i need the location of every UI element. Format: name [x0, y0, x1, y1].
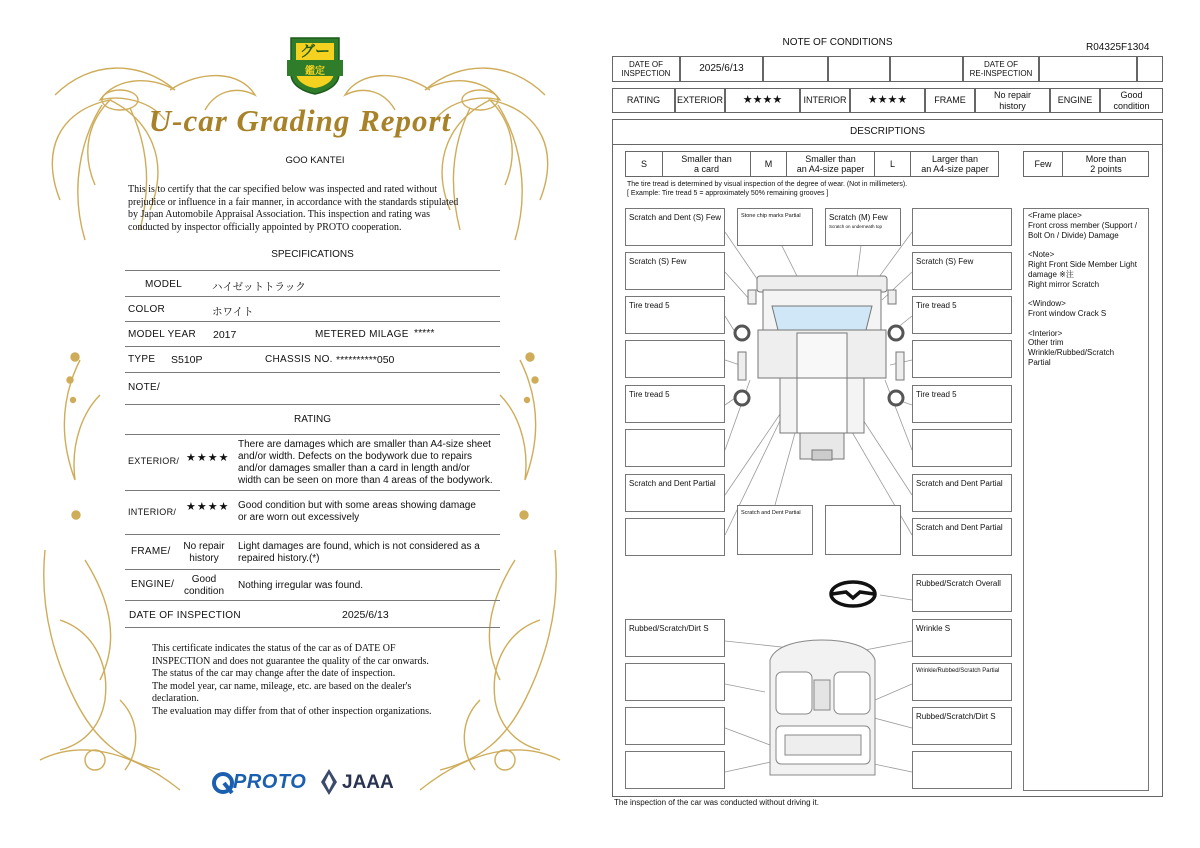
note-line: Front window Crack S: [1028, 308, 1107, 318]
proto-logo-text: PROTO: [233, 771, 307, 793]
interior-text: Rubbed/Scratch/Dirt S: [629, 624, 709, 633]
damage-text: Tire tread 5: [629, 390, 670, 399]
legend-line: a card: [693, 164, 719, 174]
exterior-desc-line: width can be seen on more than 4 areas of the bodywork.: [238, 475, 493, 486]
frame-desc-line: repaired history.(*): [238, 553, 320, 564]
interior-text: Wrinkle/Rubbed/Scratch Partial: [916, 668, 1000, 674]
tread-note-line: [ Example: Tire tread 5 = approximately 50% remaining grooves ]: [627, 190, 829, 197]
model-value: ハイゼットトラック: [212, 281, 306, 293]
legend-line: Larger than: [931, 153, 979, 164]
divider: [125, 321, 500, 322]
note-line: Right Front Side Member Light: [1028, 259, 1137, 269]
interior-desc-line: Good condition but with some areas showing damage: [238, 500, 476, 511]
note-line: <Interior>: [1028, 328, 1063, 338]
divider: [125, 270, 500, 271]
legend-line: an A4-size paper: [796, 164, 865, 174]
intro-line: This is to certify that the car specified below was inspected and rated without: [128, 184, 438, 195]
note-line: Other trim: [1028, 338, 1064, 348]
damage-box: [912, 208, 1012, 246]
chassis-value: **********050: [336, 354, 395, 366]
damage-text: Tire tread 5: [916, 390, 957, 399]
legend-key-few: Few: [1034, 158, 1052, 169]
legend-line: More than: [1085, 153, 1127, 164]
interior-box: [912, 751, 1012, 789]
interior-desc-line: or are worn out excessively: [238, 512, 360, 523]
note-line: [1028, 319, 1148, 329]
value-line: Good: [1120, 90, 1143, 100]
divider: [125, 372, 500, 373]
interior-label: INTERIOR/: [128, 507, 177, 517]
interior-box: [625, 663, 725, 701]
inspection-footer-note: The inspection of the car was conducted without driving it.: [614, 798, 819, 807]
note-line: <Window>: [1028, 299, 1066, 309]
interior-box: [912, 619, 1012, 657]
certificate-title: U-car Grading Report: [148, 103, 452, 138]
color-label: COLOR: [128, 304, 166, 315]
damage-box: [912, 340, 1012, 378]
damage-box: [625, 208, 725, 246]
damage-text: Rubbed/Scratch Overall: [916, 579, 1001, 588]
chassis-label: CHASSIS NO.: [265, 354, 333, 365]
damage-text: Scratch (S) Few: [629, 257, 687, 266]
damage-box: [912, 574, 1012, 612]
model-year-label: MODEL YEAR: [128, 329, 197, 340]
exterior-stars: ★★★★: [186, 452, 230, 464]
rating-exterior-label: EXTERIOR: [676, 95, 723, 106]
frame-value-line: history: [189, 553, 219, 564]
value-line: history: [999, 100, 1026, 111]
rating-frame-label: FRAME: [934, 95, 966, 106]
engine-value: [176, 574, 232, 598]
legend-key-l: L: [889, 158, 895, 169]
footer-line: The model year, car name, mileage, etc. are based on the dealer's: [152, 680, 412, 692]
legend-line: 2 points: [1090, 164, 1122, 174]
divider: [125, 490, 500, 491]
rating-label: RATING: [626, 95, 661, 106]
note-line: Wrinkle/Rubbed/Scratch: [1028, 348, 1115, 358]
divider: [125, 434, 500, 435]
label-line: INSPECTION: [621, 69, 671, 78]
note-line: Bolt On / Divide) Damage: [1028, 230, 1119, 240]
damage-text: Scratch (S) Few: [916, 257, 974, 266]
interior-description: [238, 500, 500, 524]
damage-box: [912, 429, 1012, 467]
damage-box: [912, 385, 1012, 423]
rating-exterior-stars: ★★★★: [742, 94, 783, 107]
damage-box: [625, 429, 725, 467]
damage-text: Tire tread 5: [916, 301, 957, 310]
intro-line: prejudice or influence in a fair manner, in accordance with the standards stipulated: [128, 196, 459, 208]
damage-box: [625, 340, 725, 378]
exterior-desc-line: There are damages which are smaller than A4-size sheet: [238, 439, 491, 450]
damage-box: [825, 505, 901, 555]
interior-stars: ★★★★: [186, 501, 230, 513]
rating-heading: RATING: [293, 414, 332, 425]
interior-text: Rubbed/Scratch/Dirt S: [916, 712, 996, 721]
interior-box: [912, 663, 1012, 701]
damage-box: [625, 296, 725, 334]
label-line: DATE OF: [983, 60, 1019, 69]
intro-line: by Japan Automobile Appraisal Association. This inspection and rating was: [128, 209, 430, 221]
tread-note-line: The tire tread is determined by visual inspection of the degree of wear. (Not in millimeters).: [627, 181, 908, 188]
jaaa-logo-text: JAAA: [342, 772, 394, 793]
color-value: ホワイト: [212, 306, 254, 318]
footer-line: declaration.: [152, 693, 199, 704]
damage-box: [737, 505, 813, 555]
label-line: RE-INSPECTION: [969, 69, 1033, 78]
footer-line: The evaluation may differ from that of other inspection organizations.: [152, 705, 432, 717]
rating-interior-label: INTERIOR: [803, 95, 847, 106]
exterior-desc-line: and/or damages smaller than a card in length and/or: [238, 463, 470, 474]
damage-box: [625, 518, 725, 556]
damage-text: Scratch and Dent (S) Few: [629, 213, 722, 222]
model-label: MODEL: [145, 279, 183, 290]
engine-description: Nothing irregular was found.: [238, 580, 364, 591]
interior-box: [625, 619, 725, 657]
damage-text: Scratch and Dent Partial: [629, 479, 716, 488]
damage-text: Scratch and Dent Partial: [916, 479, 1003, 488]
note-line: <Note>: [1028, 250, 1055, 260]
damage-text: Scratch (M) Few: [829, 213, 888, 222]
legend-line: an A4-size paper: [921, 164, 989, 174]
intro-line: conducted by inspector officially appointed by PROTO cooperation.: [128, 221, 402, 233]
footer-line: This certificate indicates the status of the car as of DATE OF: [152, 643, 396, 654]
inspection-date-label: DATE OF INSPECTION: [129, 610, 241, 621]
damage-box: [625, 474, 725, 512]
note-line: <Frame place>: [1028, 211, 1082, 220]
note-line: [1028, 289, 1148, 299]
interior-box: [625, 707, 725, 745]
notes-text: [1028, 211, 1148, 368]
engine-value-line: condition: [183, 586, 225, 597]
note-line: damage ※注: [1028, 269, 1074, 279]
frame-value-line: No repair: [183, 541, 225, 552]
frame-label: FRAME/: [131, 546, 171, 557]
label-line: DATE OF: [628, 60, 664, 69]
divider: [125, 534, 500, 535]
exterior-description: [238, 439, 500, 487]
damage-box: [825, 208, 901, 246]
divider: [125, 600, 500, 601]
date-of-inspection-value: 2025/6/13: [699, 62, 744, 74]
divider: [125, 346, 500, 347]
jaaa-logo-icon: [319, 768, 339, 796]
legend-key-s: S: [640, 158, 647, 169]
note-line: [1028, 240, 1148, 250]
certificate-footer: [152, 643, 492, 718]
damage-box: [625, 252, 725, 290]
damage-text: Tire tread 5: [629, 301, 670, 310]
type-value: S510P: [171, 354, 203, 366]
badge-top-text: グー: [299, 43, 330, 60]
legend-line: Smaller than: [805, 153, 856, 164]
badge-bottom-text: 鑑定: [305, 66, 325, 77]
note-line: Front cross member (Support /: [1028, 220, 1137, 230]
proto-logo-icon: [212, 771, 234, 795]
specifications-heading: SPECIFICATIONS: [271, 249, 354, 260]
damage-box: [912, 252, 1012, 290]
divider: [125, 404, 500, 405]
exterior-desc-line: and/or width. Defects on the bodywork due to repairs: [238, 451, 473, 462]
note-of-conditions-sheet: [600, 0, 1200, 848]
model-year-value: 2017: [213, 329, 237, 341]
damage-box: [625, 385, 725, 423]
engine-value-line: Good: [191, 574, 217, 585]
certificate-intro: [128, 184, 518, 234]
legend-line: Smaller than: [681, 153, 732, 164]
damage-text: Scratch and Dent Partial: [741, 510, 801, 516]
damage-text: Stone chip marks Partial: [741, 213, 801, 219]
interior-text: Wrinkle S: [916, 624, 951, 633]
inspection-date-value: 2025/6/13: [342, 609, 389, 621]
rating-interior-stars: ★★★★: [867, 94, 908, 107]
note-label: NOTE/: [128, 382, 161, 393]
divider: [125, 569, 500, 570]
exterior-label: EXTERIOR/: [128, 456, 180, 466]
rating-engine-label: ENGINE: [1057, 95, 1093, 106]
divider: [125, 627, 500, 628]
damage-text: Scratch and Dent Partial: [916, 523, 1003, 532]
type-label: TYPE: [128, 354, 156, 365]
divider: [125, 296, 500, 297]
frame-value: [176, 541, 232, 565]
certificate-subtitle: GOO KANTEI: [285, 155, 345, 166]
damage-box: [737, 208, 813, 246]
conditions-title: NOTE OF CONDITIONS: [782, 37, 893, 48]
note-line: Right mirror Scratch: [1028, 279, 1100, 289]
interior-box: [912, 707, 1012, 745]
frame-description: [238, 541, 500, 565]
value-line: No repair: [993, 90, 1031, 100]
footer-line: INSPECTION and does not guarantee the quality of the car onwards.: [152, 655, 429, 667]
descriptions-heading: DESCRIPTIONS: [849, 125, 925, 137]
damage-subtext: Scratch on underneath top: [829, 224, 883, 229]
footer-line: The status of the car may change after the date of inspection.: [152, 668, 396, 679]
note-line: Partial: [1028, 357, 1051, 367]
mileage-label: METERED MILAGE: [315, 329, 409, 340]
legend-key-m: M: [764, 158, 773, 169]
damage-box: [912, 518, 1012, 556]
interior-box: [625, 751, 725, 789]
mileage-value: *****: [414, 327, 435, 339]
value-line: condition: [1113, 100, 1150, 111]
reference-number: R04325F1304: [1086, 42, 1150, 53]
engine-label: ENGINE/: [131, 579, 175, 590]
damage-box: [912, 296, 1012, 334]
damage-box: [912, 474, 1012, 512]
frame-desc-line: Light damages are found, which is not considered as a: [238, 541, 480, 552]
